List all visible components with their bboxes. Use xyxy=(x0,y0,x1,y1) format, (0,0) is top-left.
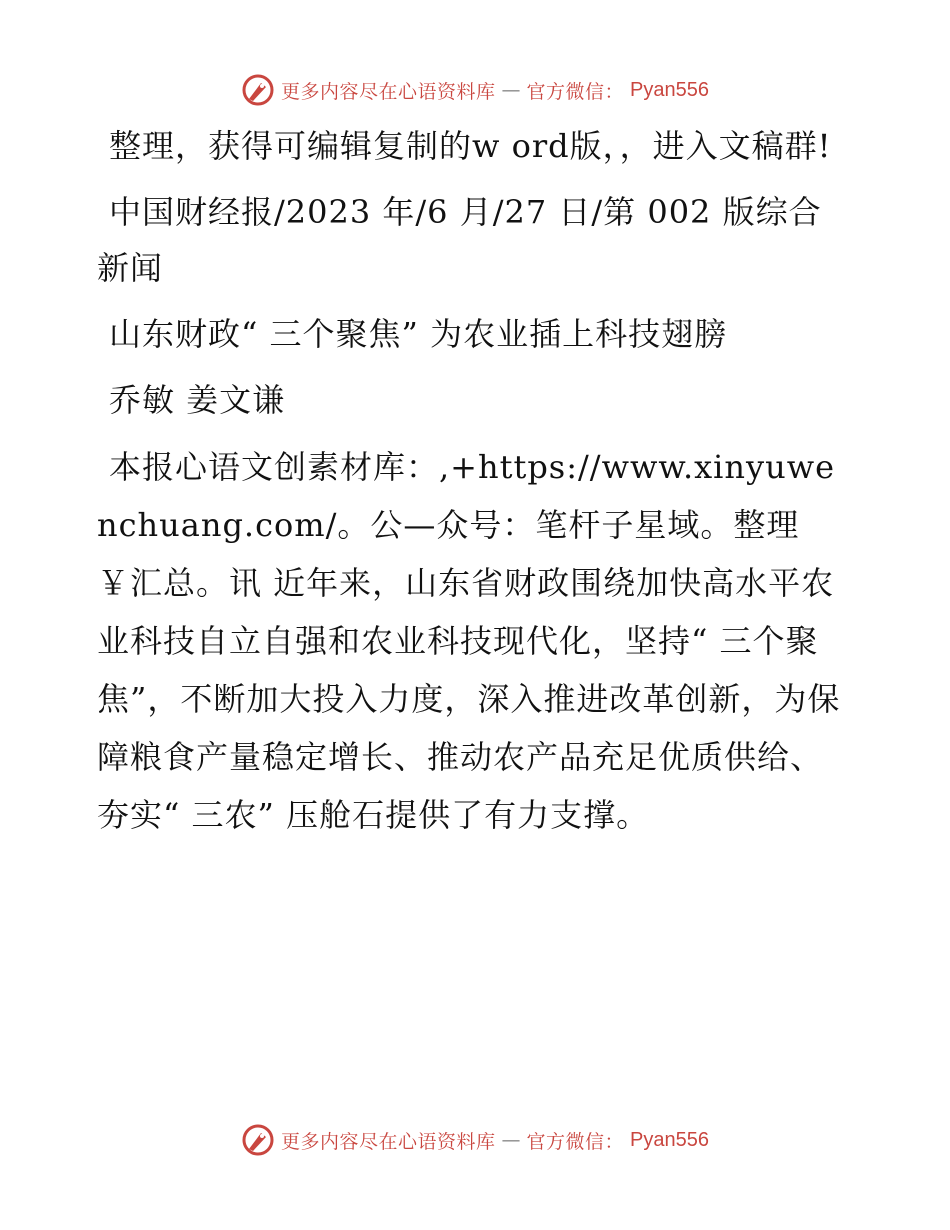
article-title: 山东财政“ 三个聚焦” 为农业插上科技翅膀 xyxy=(109,315,728,353)
pen-nib-circle-icon xyxy=(241,1123,275,1157)
article-authors: 乔敏 姜文谦 xyxy=(109,381,286,419)
header-banner xyxy=(0,70,950,110)
banner-dash: — xyxy=(501,1129,521,1151)
banner-wechat-id: Pyan556 xyxy=(630,78,709,101)
banner-official-label: 官方微信： xyxy=(526,1130,625,1153)
footer-banner xyxy=(0,1120,950,1160)
document-body xyxy=(97,118,853,854)
intro-paragraph: 整理，获得可编辑复制的w ord版，，进入文稿群! xyxy=(109,127,832,165)
source-line: 中国财经报/2023 年/6 月/27 日/第 002 版综合新闻 xyxy=(97,193,822,287)
pen-nib-circle-icon xyxy=(241,73,275,107)
banner-text: 更多内容尽在心语资料库 xyxy=(281,80,496,103)
article-body: 本报心语文创素材库：,+https://www.xinyuwenchuang.com/。公—众号：笔杆子星域。整理￥汇总。讯 近年来，山东省财政围绕加快高水平农业科技自立自强和农业科技现代化，坚持“ 三个聚焦”，不断加大投入力度，深入推进改革创新，为保障粮食产量稳定增长、推动农产品充足优质供给、夯实“ 三农” 压舱石提供了有力支撑。 xyxy=(97,448,841,834)
banner-text: 更多内容尽在心语资料库 xyxy=(281,1130,496,1153)
banner-official-label: 官方微信： xyxy=(526,80,625,103)
banner-wechat-id: Pyan556 xyxy=(630,1128,709,1151)
banner-dash: — xyxy=(501,79,521,101)
